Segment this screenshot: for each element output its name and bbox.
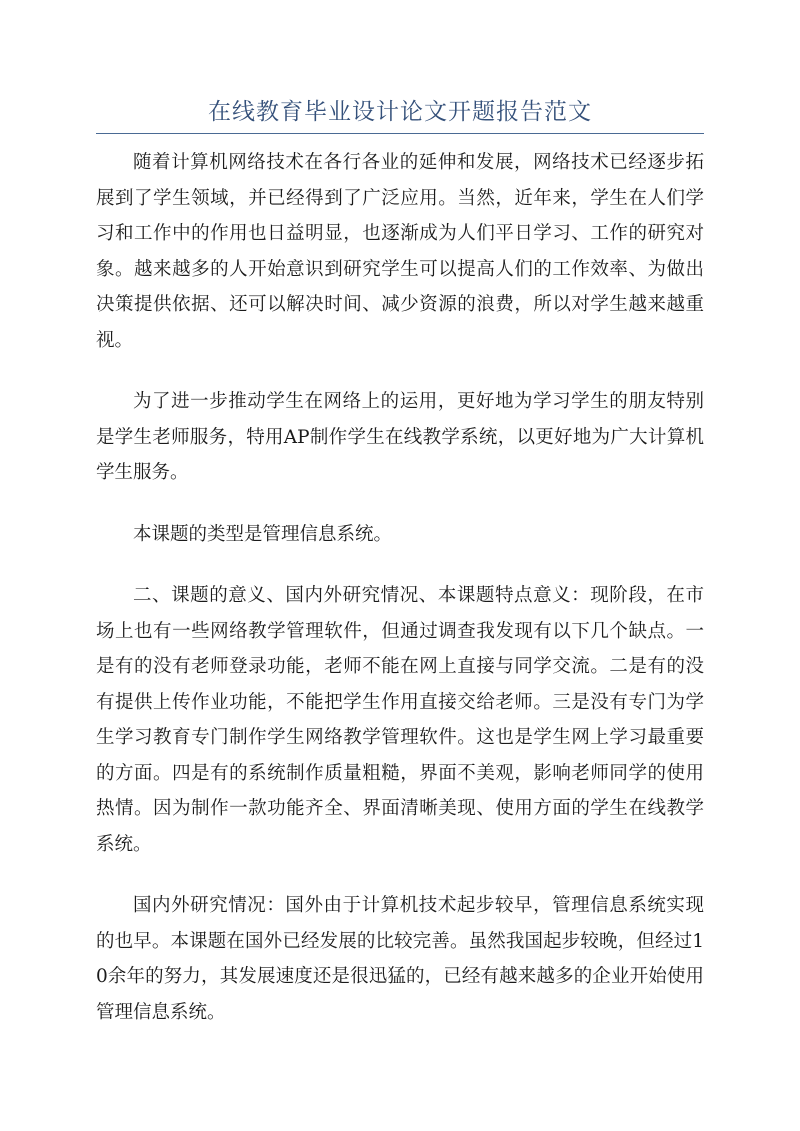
paragraph-purpose: 为了进一步推动学生在网络上的运用，更好地为学习学生的朋友特别是学生老师服务，特用AP制作学生在线教学系统，以更好地为广大计算机学生服务。 [96, 391, 704, 483]
paragraph-research-status: 国内外研究情况：国外由于计算机技术起步较早，管理信息系统实现的也早。本课题在国外已经发展的比较完善。虽然我国起步较晚，但经过10余年的努力，其发展速度还是很迅猛的，已经有越来越多的企业开始使用管理信息系统。 [96, 895, 704, 1023]
paragraph-topic-type: 本课题的类型是管理信息系统。 [133, 523, 393, 545]
document-title: 在线教育毕业设计论文开题报告范文 [208, 99, 592, 125]
title-divider [96, 133, 704, 134]
document-body [96, 145, 704, 1056]
paragraph-intro: 随着计算机网络技术在各行各业的延伸和发展，网络技术已经逐步拓展到了学生领域，并已经得到了广泛应用。当然，近年来，学生在人们学习和工作中的作用也日益明显，也逐渐成为人们平日学习、工作的研究对象。越来越多的人开始意识到研究学生可以提高人们的工作效率、为做出决策提供依据、还可以解决时间、减少资源的浪费，所以对学生越来越重视。 [96, 152, 704, 351]
paragraph-significance: 二、课题的意义、国内外研究情况、本课题特点意义：现阶段，在市场上也有一些网络教学管理软件，但通过调查我发现有以下几个缺点。一是有的没有老师登录功能，老师不能在网上直接与同学交流。二是有的没有提供上传作业功能，不能把学生作用直接交给老师。三是没有专门为学生学习教育专门制作学生网络教学管理软件。这也是学生网上学习最重要的方面。四是有的系统制作质量粗糙，界面不美观，影响老师同学的使用热情。因为制作一款功能齐全、界面清晰美现、使用方面的学生在线教学系统。 [96, 585, 704, 855]
